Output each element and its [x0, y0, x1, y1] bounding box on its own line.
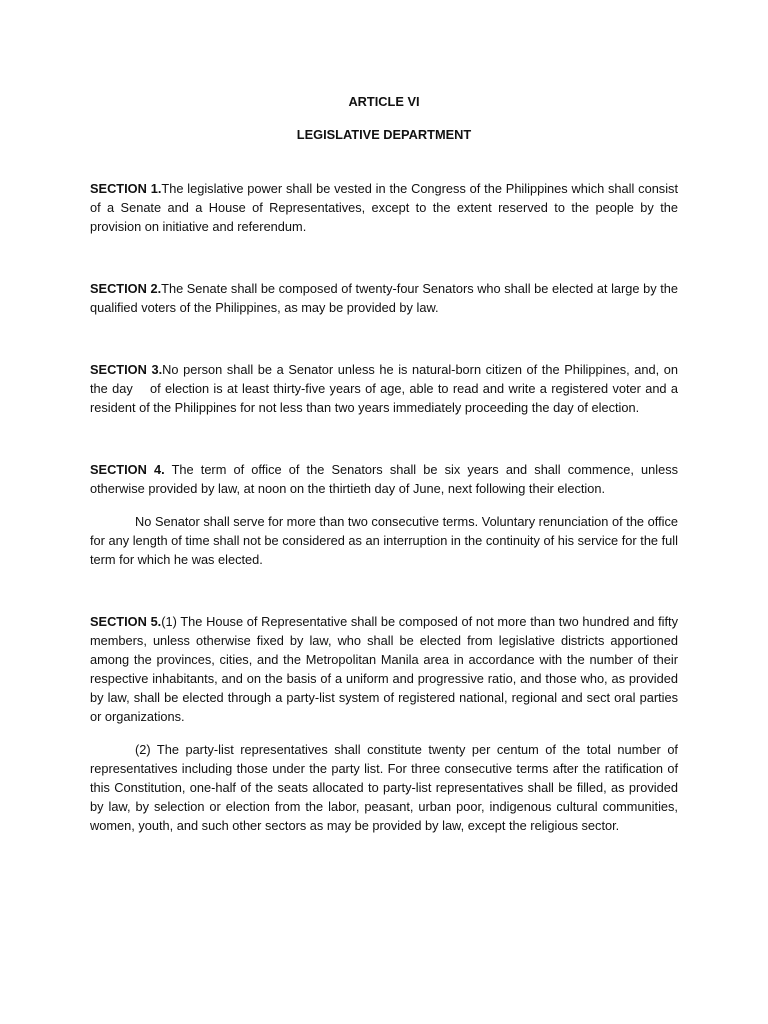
- section-5-paragraph: [90, 612, 678, 726]
- section-5-paragraph-2: (2) The party-list representatives shall constitute twenty per centum of the total number of representatives including those under the party list. For three consecutive terms after the ratification of this Constitution, one-half of the seats allocated to party-list representatives shall be filled, as provided by law, by selection or election from the labor, peasant, urban poor, indigenous cultural communities, women, youth, and such other sectors as may be provided by law, except the religious sector.: [90, 742, 678, 833]
- section-3-gap: [133, 381, 150, 396]
- section-4-heading: SECTION 4.: [90, 462, 165, 477]
- section-4-text: The term of office of the Senators shall be six years and shall commence, unless otherwise provided by law, at noon on the thirtieth day of June, next following their election.: [90, 462, 678, 496]
- section-1-paragraph: [90, 179, 678, 236]
- section-3-text-b: of election is at least thirty-five years of age, able to read and write a registered voter and a resident of the Philippines for not less than two years immediately proceeding the day of election.: [90, 381, 678, 415]
- section-3-paragraph: [90, 360, 678, 417]
- section-2-heading: SECTION 2.: [90, 281, 162, 296]
- section-4: [90, 460, 678, 569]
- section-5: [90, 612, 678, 835]
- article-title: ARTICLE VI: [348, 94, 420, 109]
- section-3-heading: SECTION 3.: [90, 362, 163, 377]
- section-5-text: (1) The House of Representative shall be composed of not more than two hundred and fifty members, unless otherwise fixed by law, who shall be elected from legislative districts apportioned among the provinces, cities, and the Metropolitan Manila area in accordance with the number of their respective inhabitants, and on the basis of a uniform and progressive ratio, and those who, as provided by law, shall be elected through a party-list system of registered national, regional and sect oral parties or organizations.: [90, 614, 679, 724]
- section-2-paragraph: [90, 279, 678, 317]
- section-4-paragraph: [90, 460, 678, 498]
- section-1-text: The legislative power shall be vested in the Congress of the Philippines which shall consist of a Senate and a House of Representatives, except to the extent reserved to the people by the provision on initiative and referendum.: [90, 181, 679, 234]
- section-1-heading: SECTION 1.: [90, 181, 162, 196]
- section-3-text-a: No person shall be a Senator unless he is natural-born citizen of the Philippines, and, on the day: [90, 362, 679, 396]
- section-2: [90, 279, 678, 317]
- section-4-paragraph-2: No Senator shall serve for more than two consecutive terms. Voluntary renunciation of the office for any length of time shall not be considered as an interruption in the continuity of his service for the full term for which he was elected.: [90, 514, 678, 567]
- section-5-heading: SECTION 5.: [90, 614, 162, 629]
- section-3: [90, 360, 678, 417]
- section-1: [90, 179, 678, 236]
- article-subtitle: LEGISLATIVE DEPARTMENT: [296, 127, 472, 142]
- section-2-text: The Senate shall be composed of twenty-four Senators who shall be elected at large by the qualified voters of the Philippines, as may be provided by law.: [90, 281, 679, 315]
- document-page: [90, 92, 678, 835]
